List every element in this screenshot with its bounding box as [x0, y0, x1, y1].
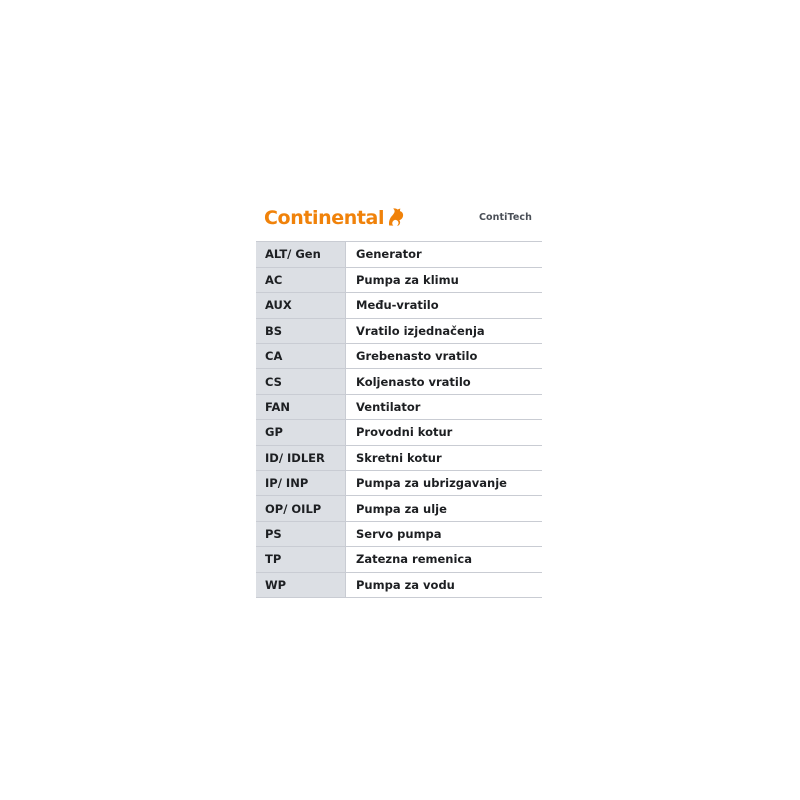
legend-description: Pumpa za vodu — [346, 572, 543, 597]
table-row — [256, 267, 542, 292]
table-row — [256, 572, 542, 597]
continental-logo — [264, 208, 406, 230]
legend-description: Među-vratilo — [346, 293, 543, 318]
table-row — [256, 344, 542, 369]
table-row — [256, 394, 542, 419]
legend-table — [256, 242, 542, 598]
legend-code: GP — [256, 420, 346, 445]
table-row — [256, 318, 542, 343]
legend-description: Generator — [346, 242, 543, 267]
legend-description: Koljenasto vratilo — [346, 369, 543, 394]
legend-code: OP/ OILP — [256, 496, 346, 521]
table-row — [256, 420, 542, 445]
legend-code: ALT/ Gen — [256, 242, 346, 267]
table-row — [256, 242, 542, 267]
legend-description: Ventilator — [346, 394, 543, 419]
legend-description: Grebenasto vratilo — [346, 344, 543, 369]
legend-code: ID/ IDLER — [256, 445, 346, 470]
legend-description: Pumpa za ubrizgavanje — [346, 471, 543, 496]
legend-description: Pumpa za ulje — [346, 496, 543, 521]
legend-code: CA — [256, 344, 346, 369]
legend-code: CS — [256, 369, 346, 394]
legend-code: AUX — [256, 293, 346, 318]
legend-card — [256, 196, 542, 598]
legend-code: TP — [256, 547, 346, 572]
legend-description: Servo pumpa — [346, 521, 543, 546]
table-row — [256, 445, 542, 470]
table-row — [256, 496, 542, 521]
table-row — [256, 521, 542, 546]
legend-description: Provodni kotur — [346, 420, 543, 445]
legend-description: Pumpa za klimu — [346, 267, 543, 292]
legend-description: Skretni kotur — [346, 445, 543, 470]
legend-description: Zatezna remenica — [346, 547, 543, 572]
legend-code: WP — [256, 572, 346, 597]
legend-code: FAN — [256, 394, 346, 419]
legend-code: PS — [256, 521, 346, 546]
table-row — [256, 547, 542, 572]
legend-description: Vratilo izjednačenja — [346, 318, 543, 343]
legend-code: IP/ INP — [256, 471, 346, 496]
legend-code: AC — [256, 267, 346, 292]
legend-code: BS — [256, 318, 346, 343]
legend-table-body — [256, 242, 542, 597]
brand-name: Continental — [264, 207, 385, 229]
continental-horse-icon — [386, 206, 406, 228]
table-row — [256, 369, 542, 394]
brand-header — [256, 196, 542, 242]
table-row — [256, 471, 542, 496]
sub-brand-label: ContiTech — [478, 212, 532, 223]
table-row — [256, 293, 542, 318]
